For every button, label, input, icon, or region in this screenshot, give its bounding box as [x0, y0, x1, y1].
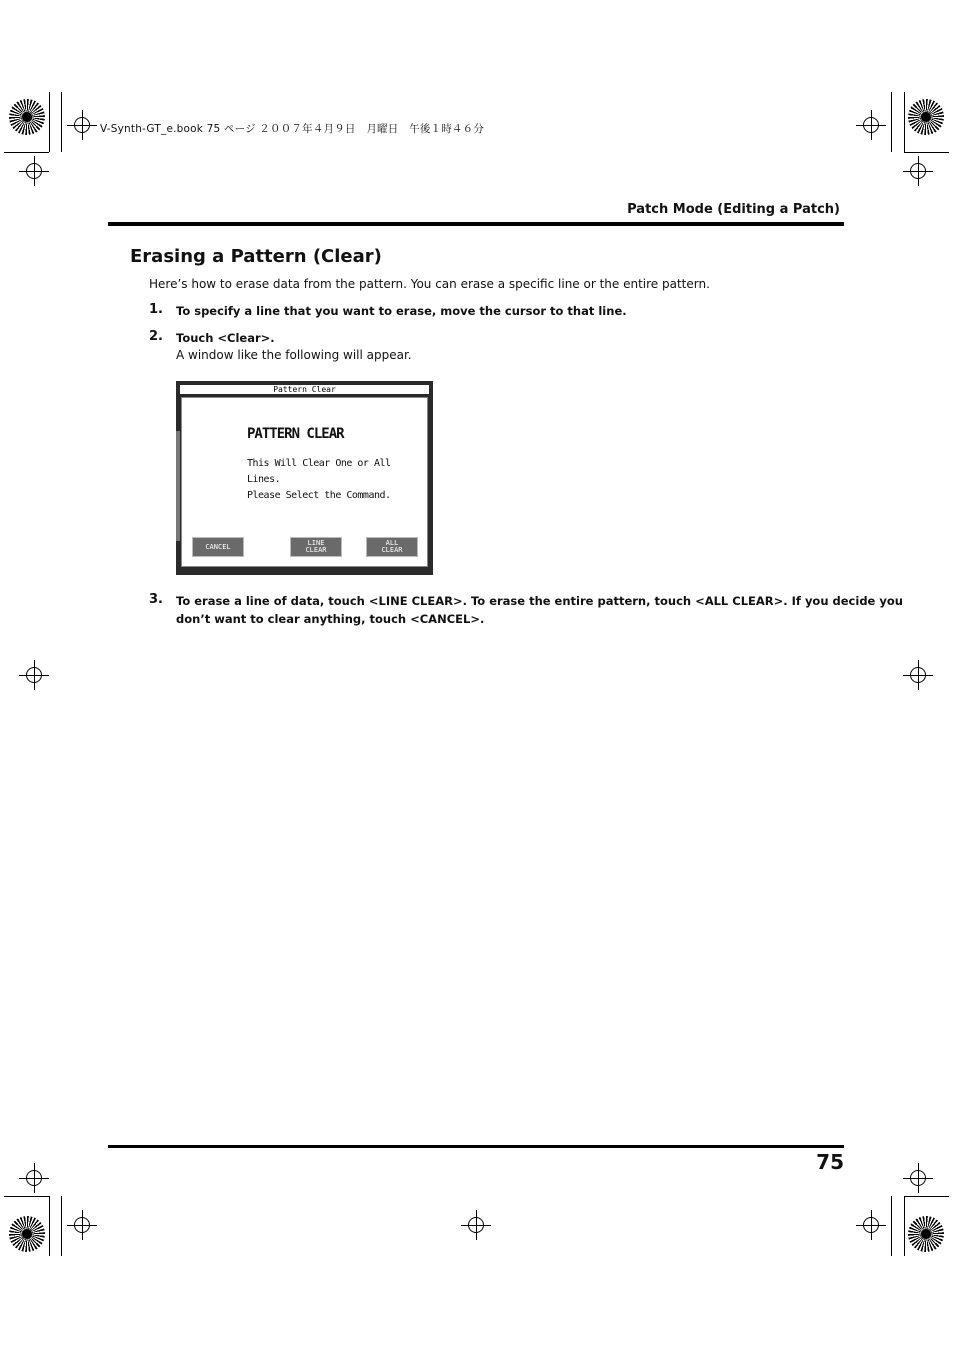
all-clear-label: ALL [385, 539, 399, 547]
window-title-bar: Pattern Clear [180, 385, 429, 394]
crop-mark [4, 152, 49, 153]
crosshair-icon [910, 1170, 926, 1186]
crop-mark [904, 92, 905, 152]
dialog-panel [181, 397, 428, 567]
screen-edge [176, 431, 180, 541]
file-header: V-Synth-GT_e.book 75 ページ ２００７年４月９日 月曜日 午後１時４６分 [100, 123, 485, 135]
footer-rule [108, 1145, 844, 1148]
crosshair-icon [863, 1217, 879, 1233]
registration-starburst-icon [908, 1216, 944, 1252]
step-text-line: To erase a line of data, touch <LINE CLEAR>. To erase the entire pattern, touch <ALL CLEAR>. If you decide you [176, 594, 903, 608]
cancel-button-label: CANCEL [205, 542, 231, 551]
line-clear-label: CLEAR [305, 546, 327, 554]
section-title: Erasing a Pattern (Clear) [130, 246, 382, 267]
intro-paragraph: Here’s how to erase data from the pattern. You can erase a specific line or the entire pattern. [149, 277, 710, 291]
running-head: Patch Mode (Editing a Patch) [627, 202, 840, 217]
crop-mark [49, 1196, 50, 1256]
crosshair-icon [910, 667, 926, 683]
pattern-clear-screenshot [176, 381, 433, 575]
crop-mark [904, 152, 949, 153]
line-clear-button[interactable] [290, 537, 342, 557]
cancel-button[interactable] [192, 537, 244, 557]
registration-starburst-icon [9, 1216, 45, 1252]
all-clear-button[interactable] [366, 537, 418, 557]
crosshair-icon [26, 1170, 42, 1186]
crosshair-icon [74, 117, 90, 133]
crop-mark [904, 1196, 949, 1197]
crop-mark [61, 92, 62, 152]
crop-mark [891, 1196, 892, 1256]
crosshair-icon [26, 667, 42, 683]
step-subtext: A window like the following will appear. [176, 348, 412, 362]
crop-mark [49, 92, 50, 152]
dialog-message-line: This Will Clear One or All Lines. [247, 458, 391, 485]
step-text [176, 592, 903, 628]
crosshair-icon [468, 1217, 484, 1233]
step-text: Touch <Clear>. [176, 331, 275, 345]
crop-mark [891, 92, 892, 152]
registration-starburst-icon [908, 99, 944, 135]
step-number: 1. [149, 302, 163, 317]
crosshair-icon [863, 117, 879, 133]
crosshair-icon [910, 163, 926, 179]
page-number: 75 [816, 1150, 844, 1174]
dialog-message-line: Please Select the Command. [247, 490, 391, 501]
crosshair-icon [74, 1217, 90, 1233]
header-rule [108, 222, 844, 226]
step-number: 3. [149, 592, 163, 607]
dialog-message [247, 456, 427, 504]
dialog-heading: PATTERN CLEAR [247, 426, 344, 442]
step-text-line: don’t want to clear anything, touch <CANCEL>. [176, 612, 485, 626]
step-number: 2. [149, 329, 163, 344]
step-text: To specify a line that you want to erase, move the cursor to that line. [176, 304, 627, 318]
crosshair-icon [26, 163, 42, 179]
crop-mark [904, 1196, 905, 1256]
crop-mark [61, 1196, 62, 1256]
line-clear-label: LINE [307, 539, 325, 547]
crop-mark [4, 1196, 49, 1197]
all-clear-label: CLEAR [381, 546, 403, 554]
registration-starburst-icon [9, 99, 45, 135]
